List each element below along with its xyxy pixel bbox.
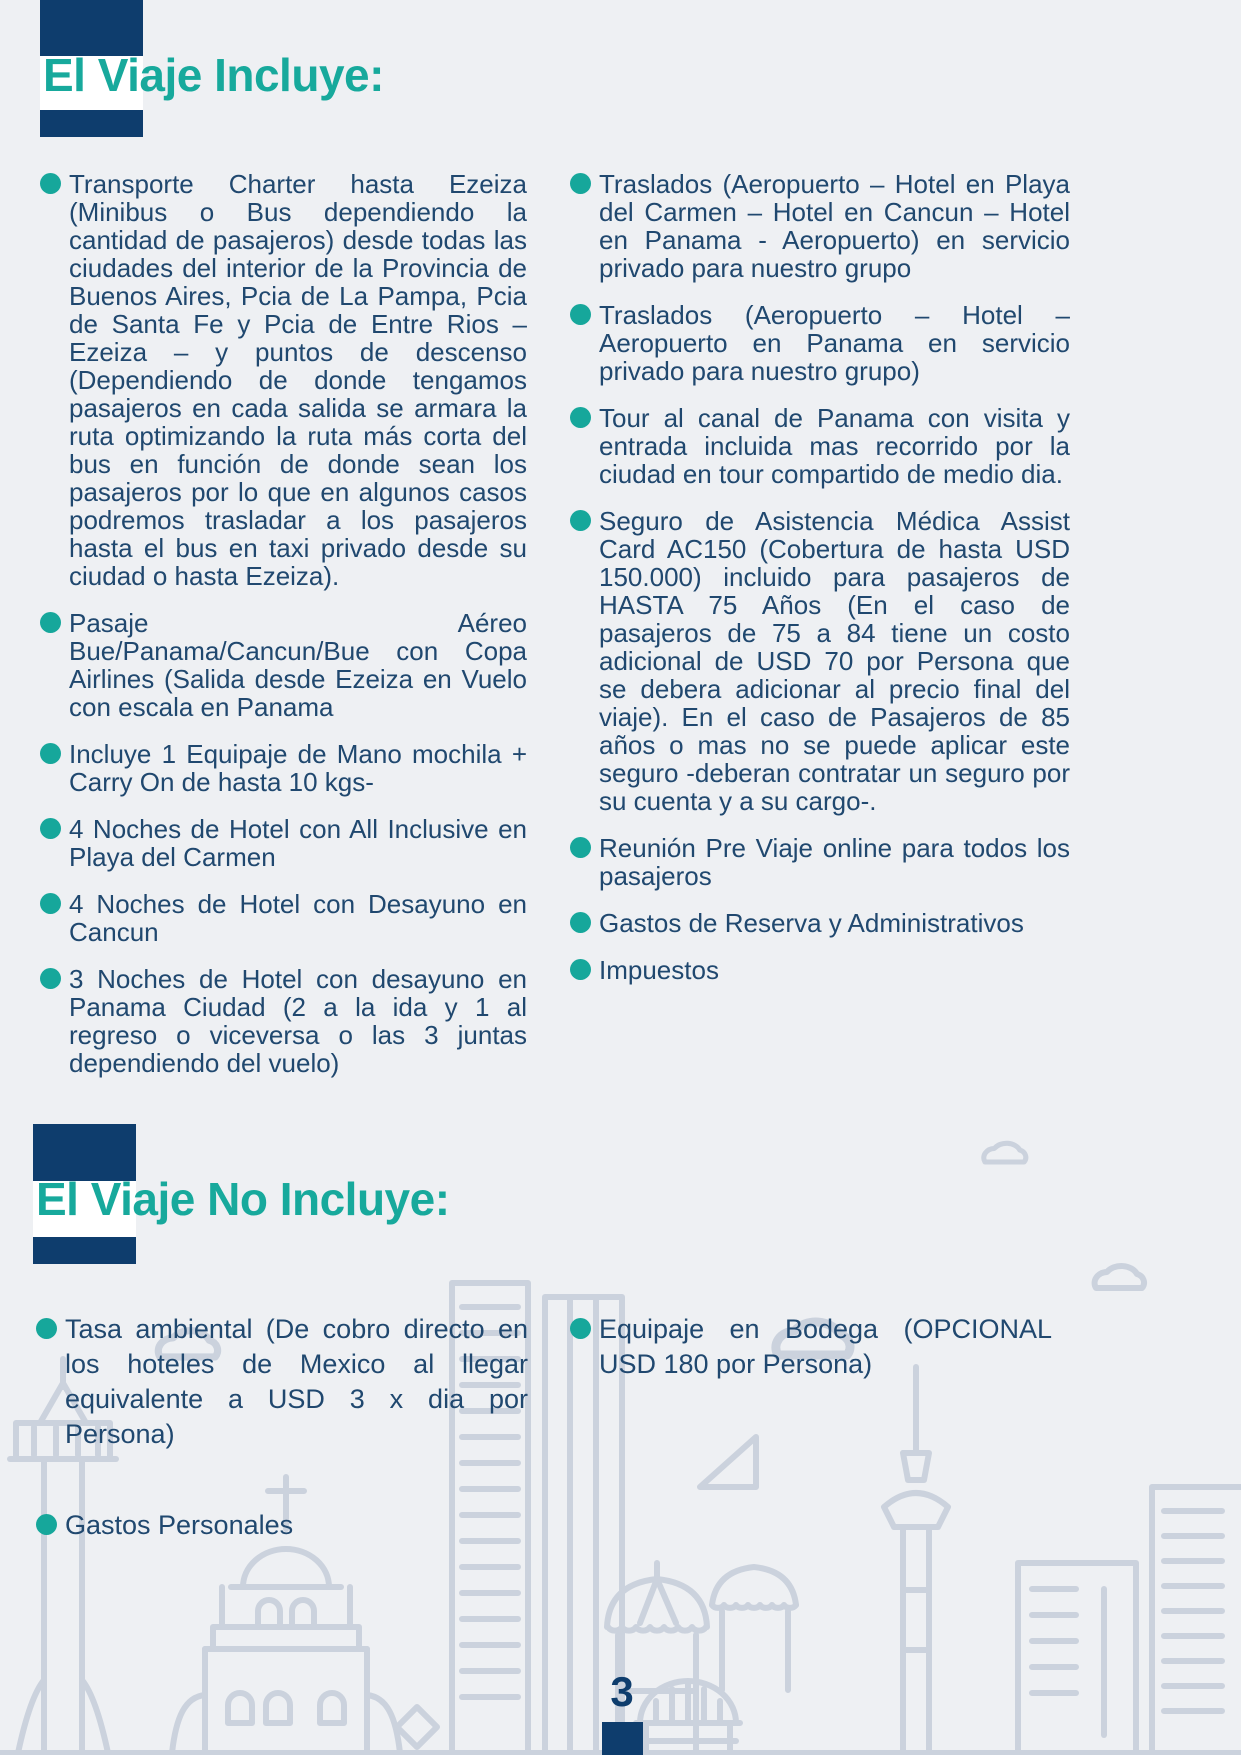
header-accent-block (40, 110, 143, 137)
cloud-icon (984, 1143, 1026, 1162)
section-title-included: El Viaje Incluye: (43, 49, 384, 101)
section-header-included (40, 0, 384, 137)
list-item (570, 834, 1070, 890)
section-title-excluded: El Viaje No Incluye: (36, 1173, 450, 1225)
dome-kiosk-icon (636, 1681, 740, 1753)
bullet-dot-icon (40, 968, 61, 989)
list-item-text: Tasa ambiental (De cobro directo en los hoteles de Mexico al llegar equivalente a USD 3 x dia por Persona) (65, 1314, 528, 1449)
list-item (36, 1508, 528, 1543)
list-item (570, 404, 1070, 488)
included-list-left (40, 170, 527, 1096)
bullet-dot-icon (570, 837, 591, 858)
list-item (36, 1312, 528, 1452)
bullet-dot-icon (570, 510, 591, 531)
bullet-dot-icon (40, 743, 61, 764)
list-item-text: 3 Noches de Hotel con desayuno en Panama Ciudad (2 a la ida y 1 al regreso o viceversa o las 3 juntas dependiendo del vuelo) (69, 964, 527, 1078)
list-item-text: Pasaje Aéreo Bue/Panama/Cancun/Bue con Copa Airlines (Salida desde Ezeiza en Vuelo con escala en Panama (69, 608, 527, 722)
footer-accent-block (602, 1722, 643, 1755)
list-item-text: Impuestos (599, 955, 719, 985)
list-item-text: Traslados (Aeropuerto – Hotel – Aeropuerto en Panama en servicio privado para nuestro grupo) (599, 300, 1070, 386)
bullet-dot-icon (36, 1318, 57, 1339)
list-item-text: Incluye 1 Equipaje de Mano mochila + Carry On de hasta 10 kgs- (69, 739, 527, 797)
page-number: 3 (610, 1668, 634, 1715)
bullet-dot-icon (570, 1318, 591, 1339)
bullet-dot-icon (40, 612, 61, 633)
list-item (40, 609, 527, 721)
list-item-text: Seguro de Asistencia Médica Assist Card AC150 (Cobertura de hasta USD 150.000) incluido para pasajeros de HASTA 75 Años (En el caso de pasajeros de 75 a 84 tiene un costo adicional de USD 70 por Persona que se debera adicionar al precio final del viaje). En el caso de Pasajeros de 85 años o mas no se puede aplicar este seguro -deberan contratar un seguro por su cuenta y a su cargo-. (599, 506, 1070, 816)
list-item (40, 170, 527, 590)
list-item-text: Gastos Personales (65, 1510, 294, 1540)
list-item (40, 890, 527, 946)
bullet-dot-icon (570, 912, 591, 933)
bullet-dot-icon (36, 1514, 57, 1535)
list-item (40, 815, 527, 871)
bullet-dot-icon (40, 893, 61, 914)
list-item (570, 170, 1070, 282)
excluded-list-left (36, 1312, 528, 1599)
list-item (570, 507, 1070, 815)
bullet-dot-icon (40, 818, 61, 839)
list-item-text: Gastos de Reserva y Administrativos (599, 908, 1024, 938)
bullet-dot-icon (570, 959, 591, 980)
list-item (570, 909, 1070, 937)
bullet-dot-icon (570, 304, 591, 325)
bullet-dot-icon (570, 173, 591, 194)
list-item-text: 4 Noches de Hotel con All Inclusive en Playa del Carmen (69, 814, 527, 872)
list-item-text: Equipaje en Bodega (OPCIONAL USD 180 por Persona) (599, 1314, 1052, 1379)
sail-roof-icon (700, 1437, 756, 1487)
list-item-text: 4 Noches de Hotel con Desayuno en Cancun (69, 889, 527, 947)
excluded-list-right (570, 1312, 1052, 1438)
building-icon (1018, 1563, 1136, 1753)
list-item (40, 965, 527, 1077)
list-item-text: Reunión Pre Viaje online para todos los pasajeros (599, 833, 1070, 891)
list-item (40, 740, 527, 796)
header-accent-block (40, 0, 143, 56)
bullet-dot-icon (570, 407, 591, 428)
bullet-dot-icon (40, 173, 61, 194)
included-list-right (570, 170, 1070, 1003)
list-item (570, 301, 1070, 385)
building-icon (1152, 1487, 1241, 1753)
list-item (570, 956, 1070, 984)
list-item (570, 1312, 1052, 1382)
list-item-text: Transporte Charter hasta Ezeiza (Minibus o Bus dependiendo la cantidad de pasajeros) desde todas las ciudades del interior de la Provincia de Buenos Aires, Pcia de La Pampa, Pcia de Santa Fe y Pcia de Entre Rios – Ezeiza – y puntos de descenso (Dependiendo de donde tengamos pasajeros en cada salida se armara la ruta optimizando la ruta más corta del bus en función de donde sean los pasajeros por lo que en algunos casos podremos trasladar a los pasajeros hasta el bus en taxi privado desde su ciudad o hasta Ezeiza). (69, 169, 527, 591)
list-item-text: Traslados (Aeropuerto – Hotel en Playa del Carmen – Hotel en Cancun – Hotel en Panama - Aeropuerto) en servicio privado para nuestro grupo (599, 169, 1070, 283)
cloud-icon (1095, 1266, 1144, 1288)
list-item-text: Tour al canal de Panama con visita y entrada incluida mas recorrido por la ciudad en tour compartido de medio dia. (599, 403, 1070, 489)
